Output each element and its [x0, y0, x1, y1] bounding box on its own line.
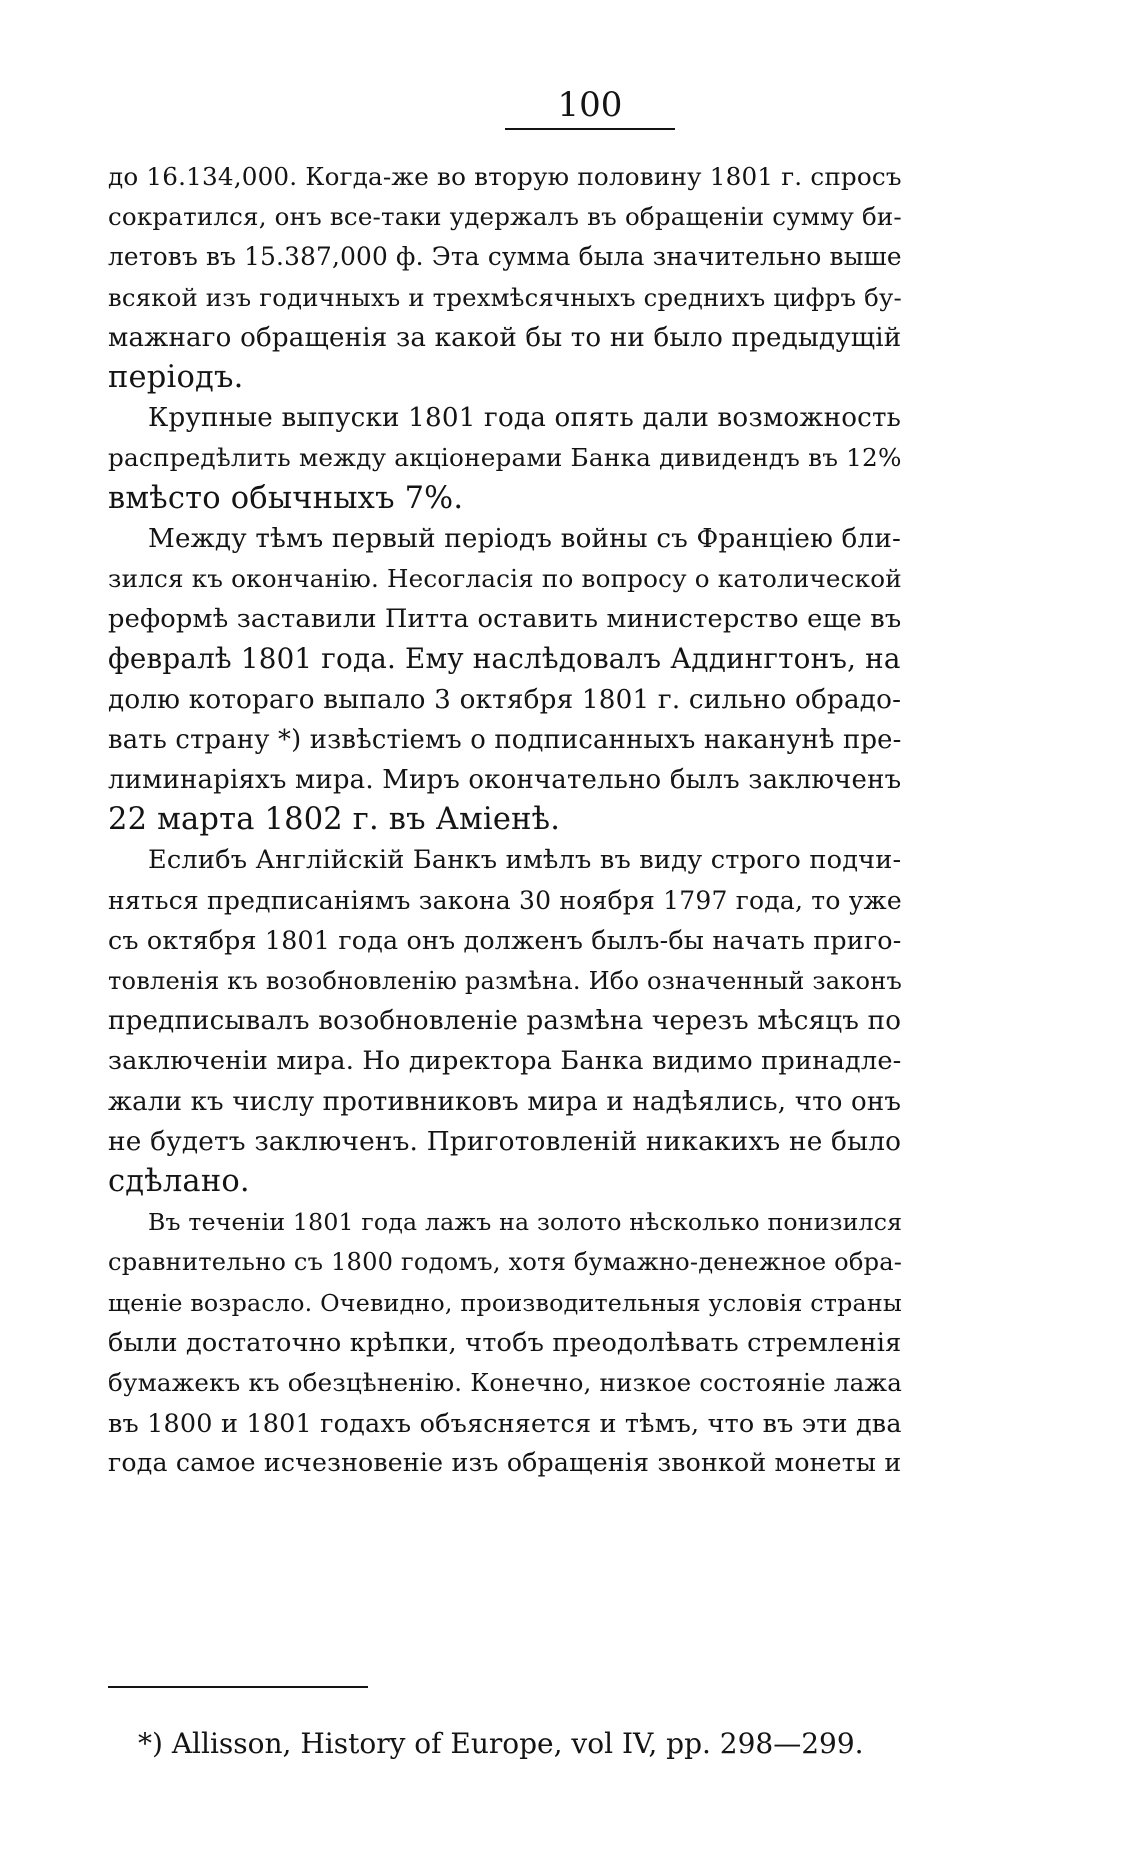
text-line: мажнаго обращенія за какой бы то ни было предыдущій	[108, 323, 902, 353]
text-line: года самое исчезновеніе изъ обращенія звонкой монеты и	[108, 1448, 902, 1477]
text-line: Еслибъ Англійскій Банкъ имѣлъ въ виду строго подчи-	[148, 845, 902, 875]
text-line: жали къ числу противниковъ мира и надѣялись, что онъ	[108, 1087, 902, 1117]
text-line: Въ теченіи 1801 года лажъ на золото нѣсколько понизился	[148, 1208, 903, 1236]
text-line: 22 марта 1802 г. въ Аміенѣ.	[108, 802, 561, 837]
text-line: заключеніи мира. Но директора Банка видимо принадле-	[108, 1046, 902, 1076]
text-line: съ октября 1801 года онъ долженъ былъ-бы начать приго-	[108, 926, 902, 955]
footnote: *) Allisson, History of Europe, vol IV, pp. 298—299.	[138, 1727, 864, 1760]
text-line: не будетъ заключенъ. Приготовленій никакихъ не было	[108, 1127, 902, 1157]
text-line: февралѣ 1801 года. Ему наслѣдовалъ Аддингтонъ, на	[108, 642, 901, 675]
text-line: были достаточно крѣпки, чтобъ преодолѣвать стремленія	[108, 1328, 902, 1358]
text-line: вмѣсто обычныхъ 7%.	[108, 481, 464, 516]
text-line: сократился, онъ все-таки удержалъ въ обращеніи сумму би-	[108, 202, 902, 231]
footnote-rule	[108, 1686, 368, 1688]
text-line: реформѣ заставили Питта оставить министерство еще въ	[108, 604, 902, 634]
text-line: въ 1800 и 1801 годахъ объясняется и тѣмъ, что въ эти два	[108, 1408, 902, 1438]
text-line: няться предписаніямъ закона 30 ноября 1797 года, то уже	[108, 886, 902, 915]
text-line: Крупные выпуски 1801 года опять дали возможность	[148, 403, 902, 433]
text-line: распредѣлить между акціонерами Банка дивидендъ въ 12%	[108, 443, 902, 472]
text-line: сравнительно съ 1800 годомъ, хотя бумажно-денежное обра-	[108, 1248, 903, 1276]
text-line: зился къ окончанію. Несогласія по вопросу о католической	[108, 564, 902, 593]
text-line: предписывалъ возобновленіе размѣна черезъ мѣсяцъ по	[108, 1006, 902, 1036]
text-line: періодъ.	[108, 360, 244, 395]
text-line: лиминаріяхъ мира. Миръ окончательно былъ заключенъ	[108, 765, 902, 795]
text-line: товленія къ возобновленію размѣна. Ибо означенный законъ	[108, 967, 902, 995]
text-line: долю котораго выпало 3 октября 1801 г. сильно обрадо-	[108, 685, 902, 715]
text-line: всякой изъ годичныхъ и трехмѣсячныхъ среднихъ цифръ бу-	[108, 283, 902, 312]
text-line: до 16.134,000. Когда-же во вторую половину 1801 г. спросъ	[108, 162, 902, 191]
text-line: Между тѣмъ первый періодъ войны съ Франціею бли-	[148, 524, 901, 554]
page-number: 100	[505, 82, 675, 130]
text-line: сдѣлано.	[108, 1164, 250, 1199]
text-line: бумажекъ къ обезцѣненію. Конечно, низкое состояніе лажа	[108, 1368, 903, 1397]
text-line: щеніе возрасло. Очевидно, производительныя условія страны	[108, 1289, 903, 1317]
text-line: вать страну *) извѣстіемъ о подписанныхъ наканунѣ пре-	[108, 725, 902, 755]
text-line: летовъ въ 15.387,000 ф. Эта сумма была значительно выше	[108, 242, 902, 271]
